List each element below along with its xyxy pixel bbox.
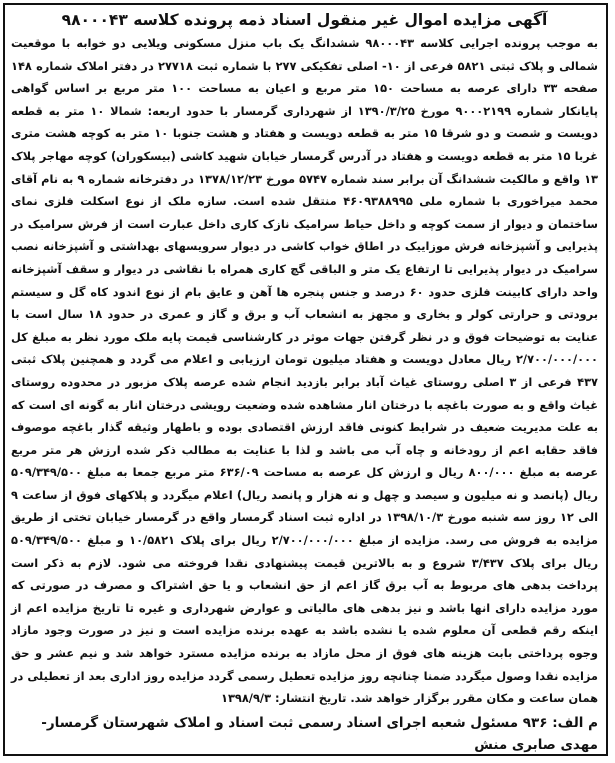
notice-title: آگهی مزایده اموال غیر منقول اسناد ذمه پرونده کلاسه ۹۸۰۰۰۴۳ [61,11,548,29]
auction-notice [3,3,608,756]
footer-signatory-name: مهدی صابری منش [474,736,598,753]
notice-footer [11,712,598,756]
footer-reference-line: م الف: ۹۳۶ مسئول شعبه اجرای اسناد رسمی ثبت اسناد و املاک شهرستان گرمسار- [41,714,598,731]
notice-body: به موجب پرونده اجرایی کلاسه ۹۸۰۰۰۴۳ ششدانگ یک باب منزل مسکونی ویلایی دو خوابه با موقعیت شمالی و پلاک ثبتی ۵۸۲۱ فرعی از ۱۰- اصلی تفکیکی ۲۷۷ با شماره ثبت ۲۷۷۱۸ در دفتر املاک شماره ۱۴۸ صفحه ۳۳ دارای عرصه به مساحت ۱۵۰ متر مربع و اعیان به مساحت ۱۰۰ متر مربع بر اساس گواهی پایانکار شماره ۹۰۰۰۲۱۹۹ مورخ ۱۳۹۰/۳/۲۵ از شهرداری گرمسار با حدود اربعه: شمالا ۱۰ متر به قطعه دویست و شصت و دو شرقا ۱۵ متر به قطعه دویست و هفتاد و هشت جنوبا ۱۰ متر به کوچه هشت متری غربا ۱۵ متر به قطعه دویست و هفتاد در آدرس گرمسار خیابان شهید کاشی (بیسکوران) کوچه مهاجر پلاک ۱۳ واقع و مالکیت ششدانگ آن برابر سند شماره ۵۷۴۷ مورخ ۱۳۷۸/۱۲/۲۳ در دفترخانه شماره ۹ به نام آقای محمد میراخوری با شماره ملی ۴۶۰۹۳۸۸۹۹۵ منتقل شده است. سازه ملک از نوع اسکلت فلزی نمای ساختمان و دیوار از سمت کوچه و داخل حیاط سرامیک نازک کاری داخل عبارت است از فرش سرامیک در پذیرایی و آشپزخانه فرش موزاییک در اطاق خواب کاشی در دیوار سرویسهای بهداشتی و آشپزخانه نصب سرامیک در دیوار پذیرایی تا ارتفاع یک متر و الباقی گچ کاری همراه با نقاشی در دیوار و سقف آشپزخانه واحد دارای کابینت فلزی حدود ۶۰ درصد و جنس پنجره ها آهن و عایق بام از نوع اندود کاه گل و سیستم برودتی و حرارتی کولر و بخاری و مجهز به انشعاب آب و برق و گاز و عمری در حدود ۱۸ سال است با عنایت به توضیحات فوق و در نظر گرفتن جهات موثر در کارشناسی قیمت پایه ملک مورد نظر به مبلغ کل ۲/۷۰۰/۰۰۰/۰۰۰ ریال معادل دویست و هفتاد میلیون تومان ارزیابی و اعلام می گردد و همچنین پلاک ثبتی ۴۳۷ فرعی از ۳ اصلی روستای غیاث آباد برابر بازدید انجام شده عرصه پلاک مزبور در محدوده روستای غیاث واقع و به صورت باغچه با درختان انار مشاهده شده وضعیت رویشی درختان انار به گونه ای است که به علت مدیریت ضعیف در شرایط کنونی فاقد ارزش اقتصادی بوده و باطهار وثیقه گذار باغچه موصوف فاقد حقابه اعم از رودخانه و چاه آب می باشد و لذا با عنایت به مطالب ذکر شده ارزش هر متر مربع عرصه به مبلغ ۸۰۰/۰۰۰ ریال و ارزش کل عرصه به مساحت ۶۳۶/۰۹ متر مربع جمعا به مبلغ ۵۰۹/۳۴۹/۵۰۰ ریال (پانصد و نه میلیون و سیصد و چهل و نه هزار و پانصد ریال) اعلام میگردد و پلاکهای فوق از ساعت ۹ الی ۱۲ روز سه شنبه مورخ ۱۳۹۸/۱۰/۳ در اداره ثبت اسناد گرمسار واقع در گرمسار خیابان تختی از طریق مزایده به فروش می رسد. مزایده از مبلغ ۲/۷۰۰/۰۰۰/۰۰۰ ریال برای پلاک ۱۰/۵۸۲۱ و مبلغ ۵۰۹/۳۴۹/۵۰۰ ریال برای پلاک ۳/۴۳۷ شروع و به بالاترین قیمت پیشنهادی نقدا فروخته می شود. لازم به ذکر است پرداخت بدهی های مربوط به آب برق گاز اعم از حق انشعاب و یا حق اشتراک و مصرف در صورتی که مورد مزایده دارای انها باشد و نیز بدهی های مالیاتی و عوارض شهرداری و غیره تا تاریخ مزایده اعم از اینکه رقم قطعی آن معلوم شده یا نشده باشد به عهده برنده مزایده است و نیز در صورت وجود مازاد وجوه پرداختی بابت هزینه های فوق از محل مازاد به برنده مزایده مسترد خواهد شد و نیم عشر و حق مزایده نقدا وصول میگردد ضمنا چنانچه روز مزایده تعطیل رسمی گردد مزایده روز اداری بعد از تعطیلی در همان ساعت و مکان مقرر برگزار خواهد شد. تاریخ انتشار: ۱۳۹۸/۹/۳ [11,36,599,706]
